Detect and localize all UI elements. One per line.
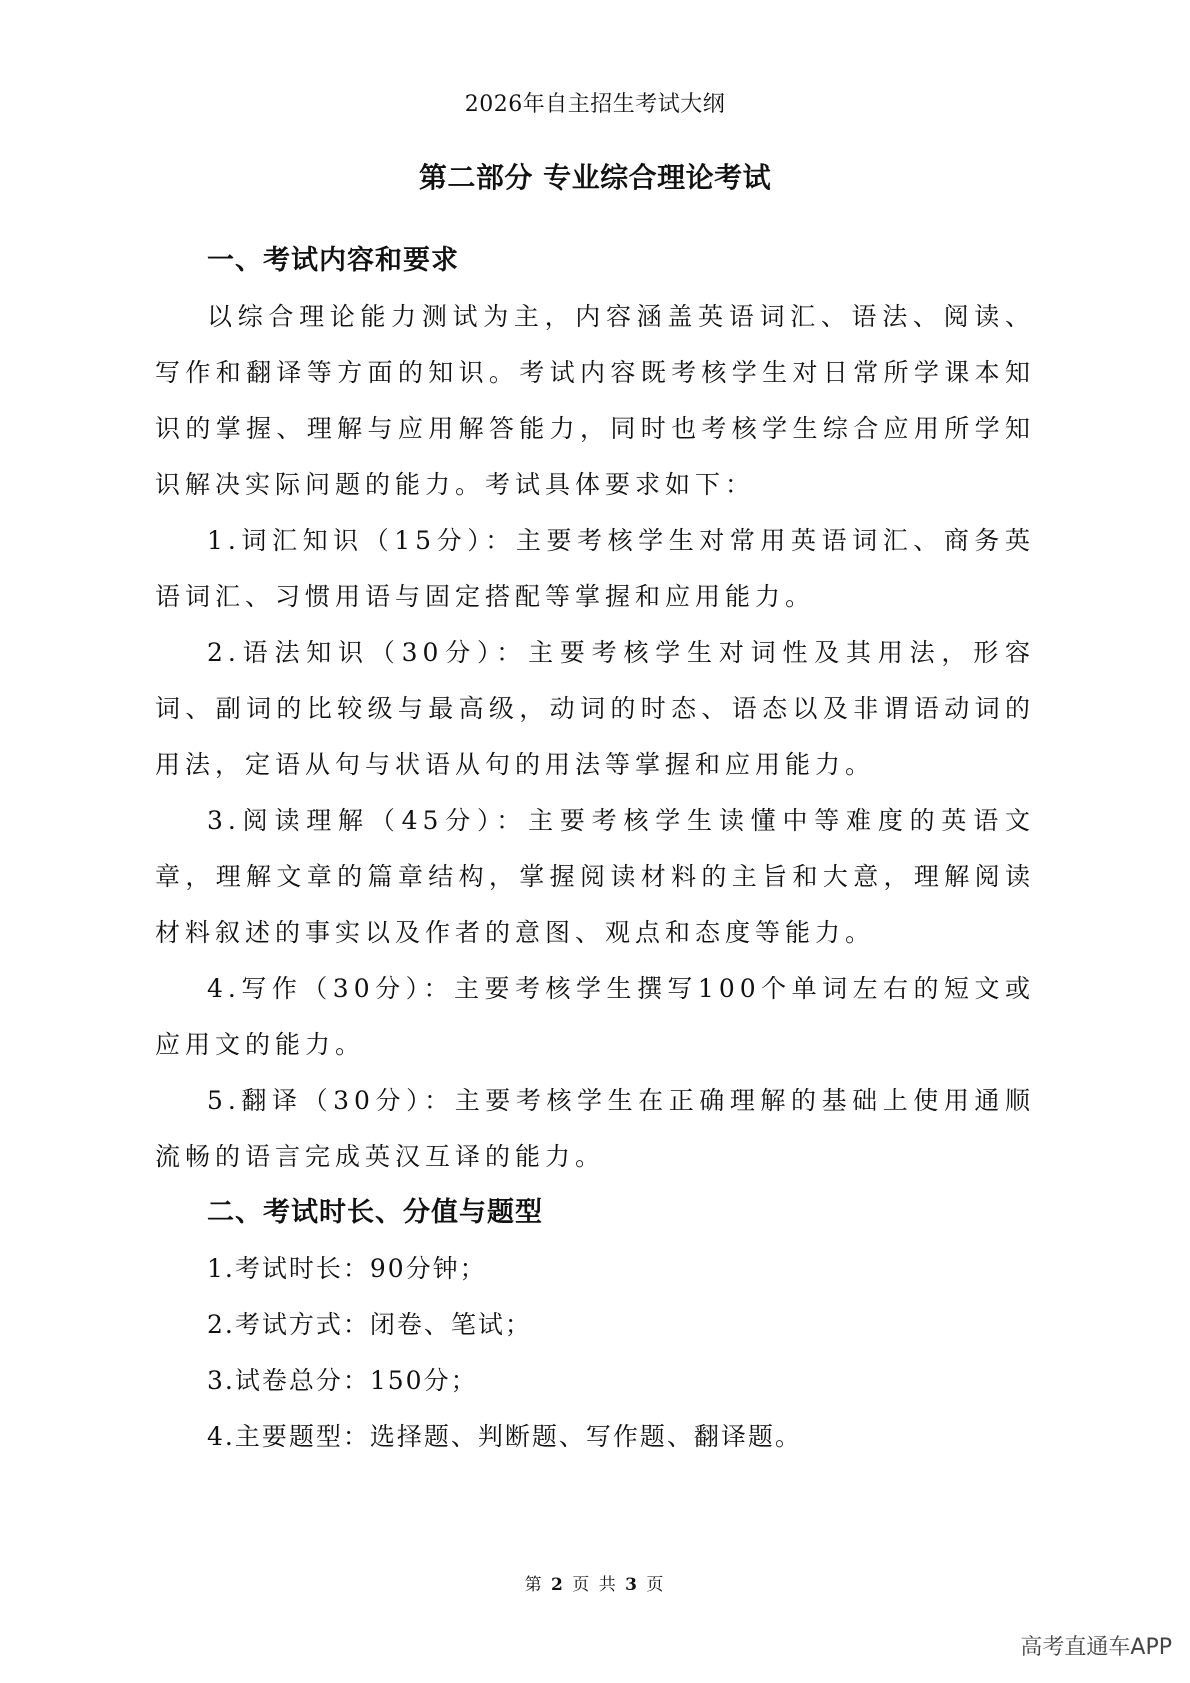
requirement-translation: 5.翻译（30分）：主要考核学生在正确理解的基础上使用通顺流畅的语言完成英汉互译的能力。 [155,1086,1035,1171]
section-heading-format: 二、考试时长、分值与题型 [207,1197,543,1228]
document-header-title: 2026年自主招生考试大纲 [464,92,726,117]
page-suffix: 页 [646,1575,666,1595]
format-question-types: 4.主要题型：选择题、判断题、写作题、翻译题。 [207,1422,802,1451]
requirement-writing: 4.写作（30分）：主要考核学生撰写100个单词左右的短文或应用文的能力。 [155,974,1035,1059]
page-number [0,1570,1190,1595]
section-heading-content: 一、考试内容和要求 [207,245,459,276]
page-prefix: 第 [524,1575,544,1595]
page-current: 2 [551,1575,565,1595]
document-body [155,233,1035,1465]
intro-paragraph: 以综合理论能力测试为主，内容涵盖英语词汇、语法、阅读、写作和翻译等方面的知识。考试内容既考核学生对日常所学课本知识的掌握、理解与应用解答能力，同时也考核学生综合应用所学知识解决实际问题的能力。考试具体要求如下： [155,302,1035,499]
requirement-reading: 3.阅读理解（45分）：主要考核学生读懂中等难度的英语文章，理解文章的篇章结构，掌握阅读材料的主旨和大意，理解阅读材料叙述的事实以及作者的意图、观点和态度等能力。 [155,806,1035,947]
requirement-vocabulary: 1.词汇知识（15分）：主要考核学生对常用英语词汇、商务英语词汇、习惯用语与固定搭配等掌握和应用能力。 [155,526,1035,611]
page-middle: 页 共 [572,1575,618,1595]
format-total-score: 3.试卷总分：150分； [207,1366,478,1395]
requirement-grammar: 2.语法知识（30分）：主要考核学生对词性及其用法，形容词、副词的比较级与最高级，动词的时态、语态以及非谓语动词的用法，定语从句与状语从句的用法等掌握和应用能力。 [155,638,1035,779]
app-watermark: 高考直通车APP [1020,1635,1172,1660]
format-method: 2.考试方式：闭卷、笔试； [207,1310,532,1339]
page-total: 3 [625,1575,639,1595]
part-title: 第二部分 专业综合理论考试 [418,161,772,194]
format-duration: 1.考试时长：90分钟； [207,1254,487,1283]
